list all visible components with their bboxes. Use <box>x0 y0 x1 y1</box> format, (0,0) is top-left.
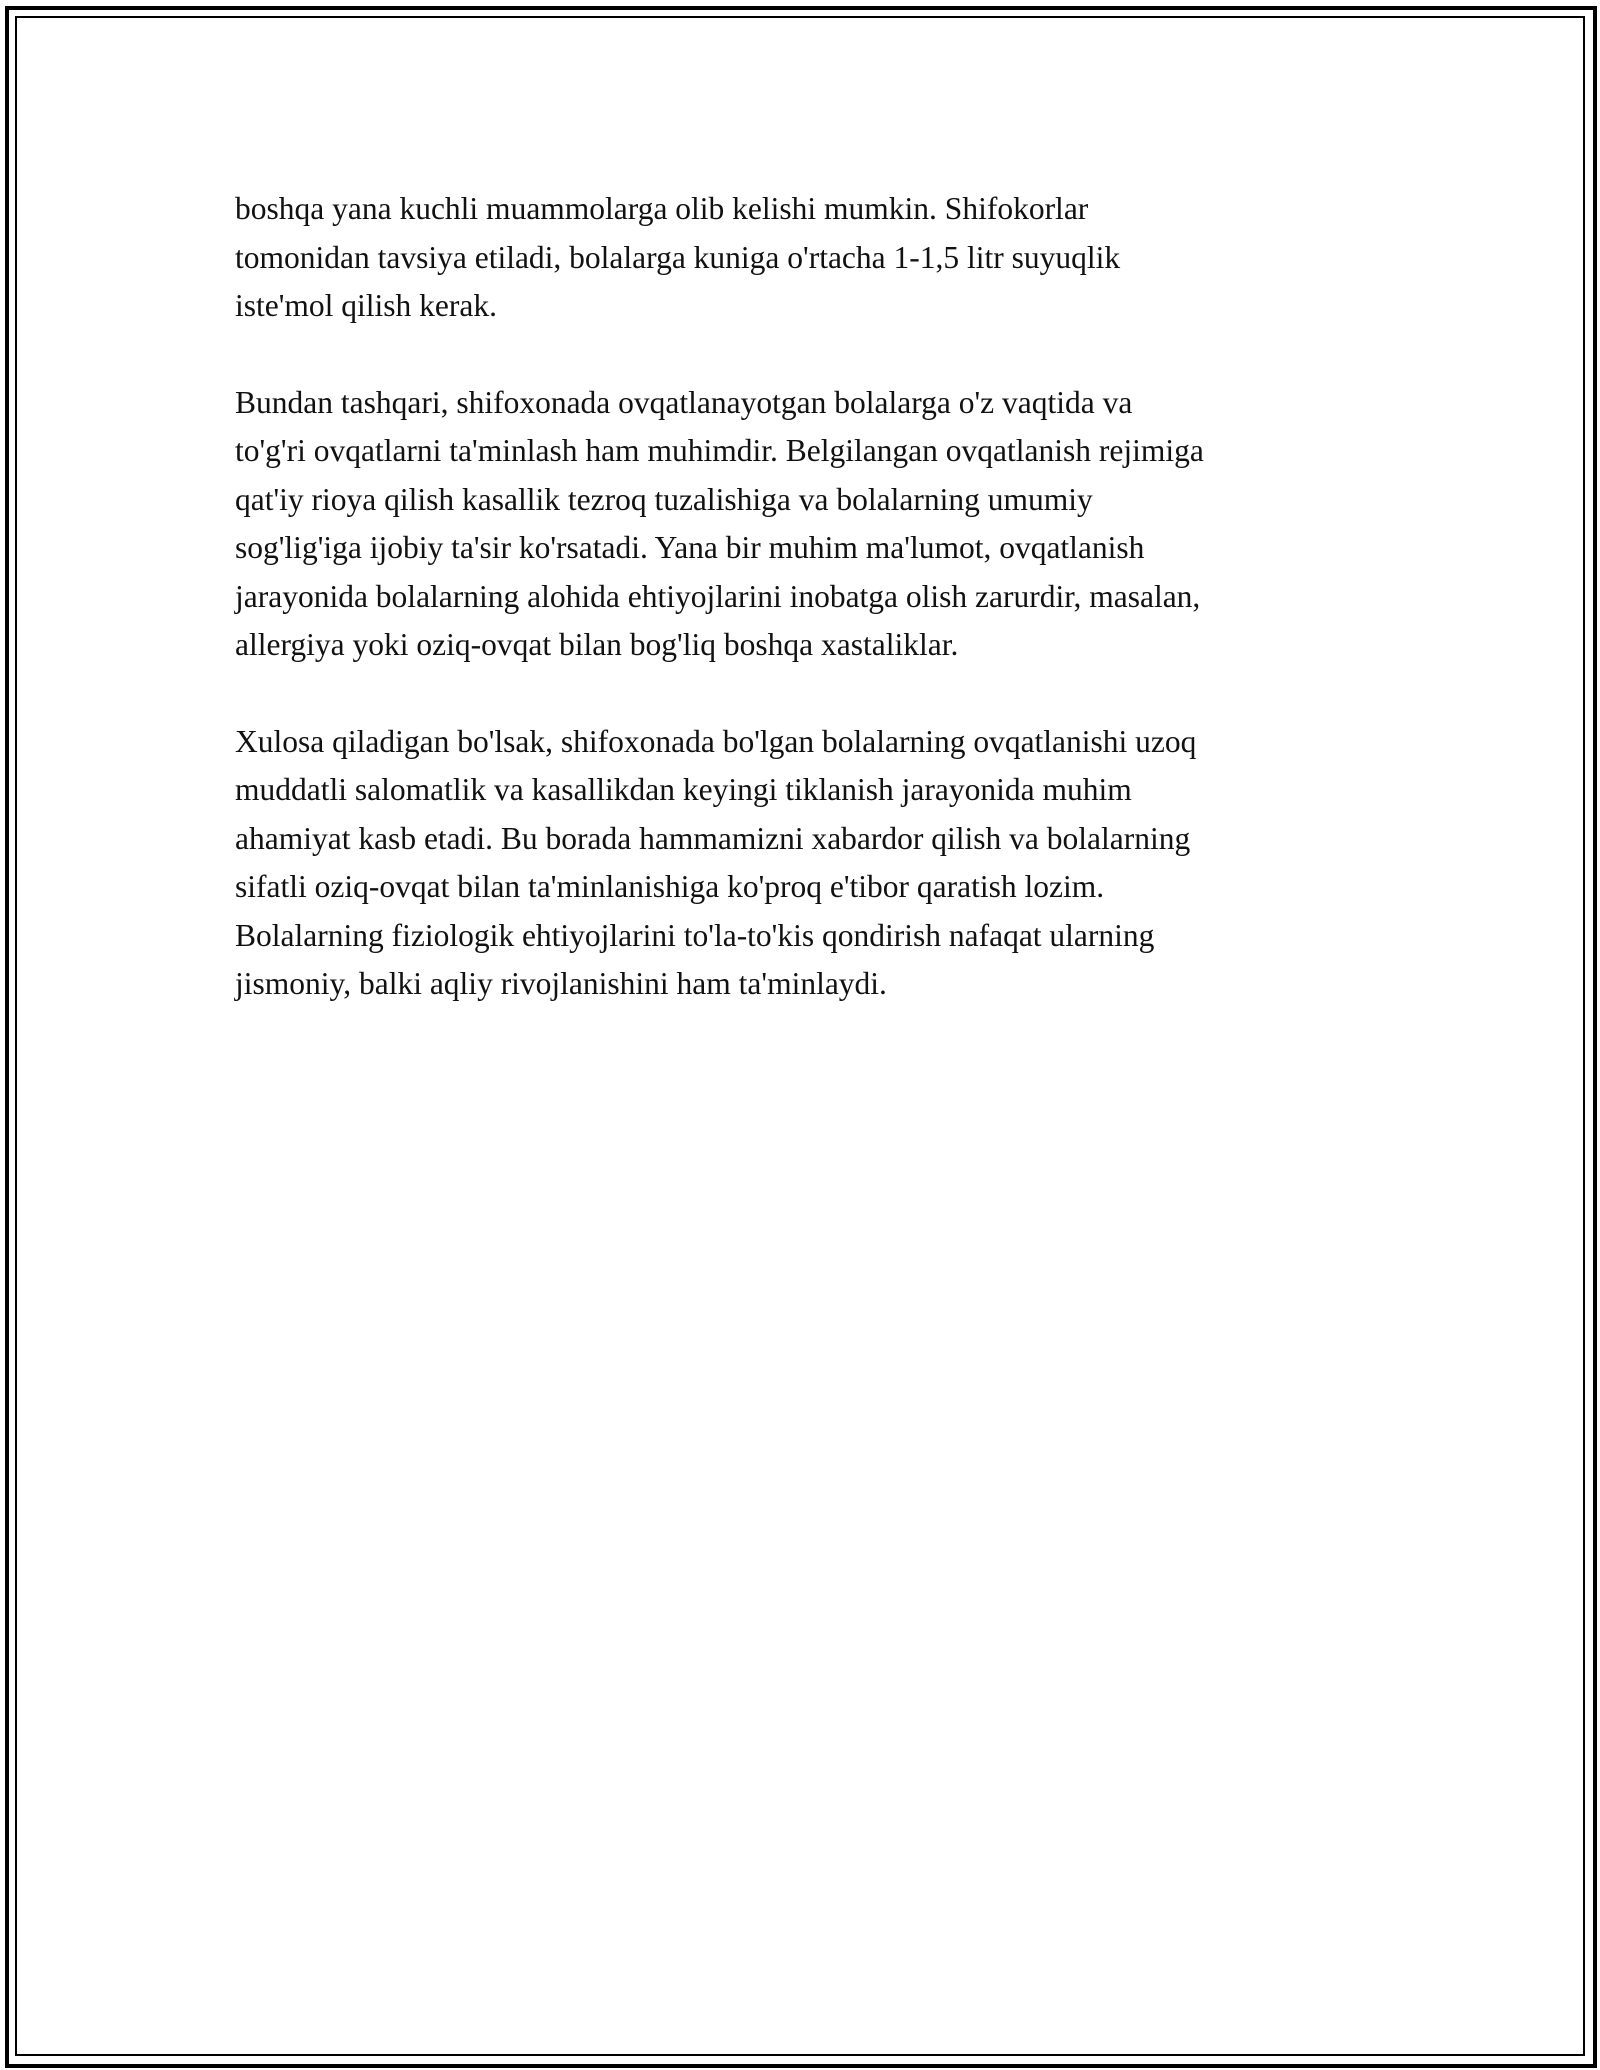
text-line: sifatli oziq-ovqat bilan ta'minlanishiga ko'proq e'tibor qaratish lozim. <box>235 869 1105 904</box>
paragraph-3 <box>235 718 1385 1009</box>
text-line: to'g'ri ovqatlarni ta'minlash ham muhimdir. Belgilangan ovqatlanish rejimiga <box>235 433 1204 468</box>
text-line: ahamiyat kasb etadi. Bu borada hammamizni xabardor qilish va bolalarning <box>235 820 1191 856</box>
text-line: Bundan tashqari, shifoxonada ovqatlanayotgan bolalarga o'z vaqtida va <box>235 384 1133 420</box>
text-line: boshqa yana kuchli muammolarga olib kelishi mumkin. Shifokorlar <box>235 191 1089 226</box>
text-line: allergiya yoki oziq-ovqat bilan bog'liq boshqa xastaliklar. <box>235 627 959 662</box>
text-line: muddatli salomatlik va kasallikdan keyingi tiklanish jarayonida muhim <box>235 772 1132 807</box>
text-line: qat'iy rioya qilish kasallik tezroq tuzalishiga va bolalarning umumiy <box>235 481 1093 517</box>
text-line: Bolalarning fiziologik ehtiyojlarini to'la-to'kis qondirish nafaqat ularning <box>235 917 1155 953</box>
text-line: jarayonida bolalarning alohida ehtiyojlarini inobatga olish zarurdir, masalan, <box>235 578 1201 614</box>
text-line: iste'mol qilish kerak. <box>235 288 498 323</box>
text-line: jismoniy, balki aqliy rivojlanishini ham ta'minlaydi. <box>235 966 887 1001</box>
text-line: Xulosa qiladigan bo'lsak, shifoxonada bo'lgan bolalarning ovqatlanishi uzoq <box>235 723 1197 759</box>
text-line: tomonidan tavsiya etiladi, bolalarga kuniga o'rtacha 1-1,5 litr suyuqlik <box>235 239 1121 275</box>
paragraph-2 <box>235 379 1385 670</box>
text-line: sog'lig'iga ijobiy ta'sir ko'rsatadi. Yana bir muhim ma'lumot, ovqatlanish <box>235 530 1145 565</box>
document-body <box>235 185 1385 1057</box>
paragraph-1 <box>235 185 1385 331</box>
